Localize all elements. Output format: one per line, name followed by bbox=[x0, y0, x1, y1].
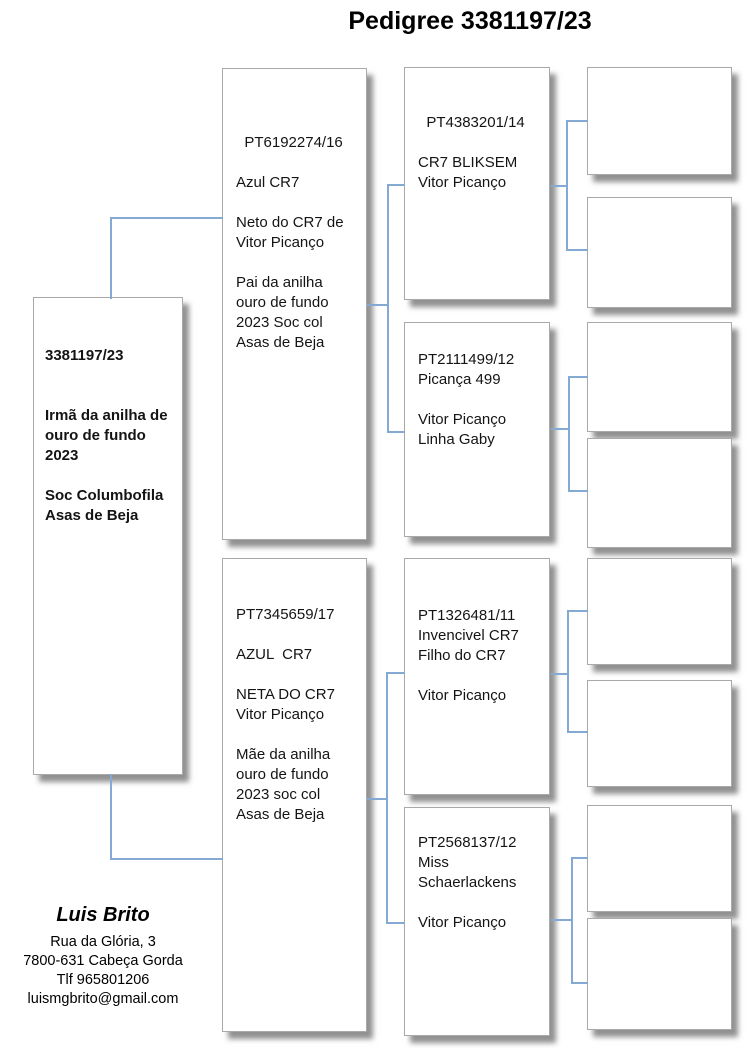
box-text-line: Neto do CR7 de bbox=[236, 214, 344, 231]
box-text-line: 2023 Soc col bbox=[236, 314, 323, 331]
box-text-line: Vitor Picanço bbox=[236, 706, 325, 723]
mother-box bbox=[222, 558, 367, 1032]
connector-line bbox=[367, 798, 388, 800]
connector-line bbox=[110, 774, 112, 860]
connector-line bbox=[571, 982, 588, 984]
box-text-line: ouro de fundo bbox=[45, 427, 146, 444]
box-text-line bbox=[236, 625, 361, 645]
subject-box bbox=[33, 297, 183, 775]
box-text-line bbox=[45, 366, 177, 386]
great-grandparent-box-6 bbox=[587, 680, 732, 787]
box-text-line: Irmã da anilha de bbox=[45, 407, 168, 424]
connector-line bbox=[571, 857, 588, 859]
connector-line bbox=[567, 731, 588, 733]
box-text-line: PT2111499/12 bbox=[418, 351, 515, 368]
box-text-line: Asas de Beja bbox=[45, 507, 139, 524]
box-text-line: ouro de fundo bbox=[236, 294, 329, 311]
box-text-line: Filho do CR7 bbox=[418, 647, 506, 664]
box-text-line: Invencivel CR7 bbox=[418, 627, 519, 644]
breeder-name: Luis Brito bbox=[56, 904, 150, 926]
connector-line bbox=[567, 610, 588, 612]
box-text-line: Linha Gaby bbox=[418, 431, 495, 448]
box-text-line bbox=[418, 133, 544, 153]
great-grandparent-box-5 bbox=[587, 558, 732, 665]
box-text-line bbox=[236, 253, 361, 273]
box-text-line: PT2568137/12 bbox=[418, 834, 517, 851]
father-box bbox=[222, 68, 367, 540]
connector-line bbox=[566, 249, 588, 251]
box-text-line: Vitor Picanço bbox=[236, 234, 325, 251]
breeder-email: luismgbrito@gmail.com bbox=[27, 991, 179, 1007]
box-text-line bbox=[236, 725, 361, 745]
connector-line bbox=[568, 376, 588, 378]
box-text-line: Pai da anilha bbox=[236, 274, 323, 291]
great-grandparent-box-7 bbox=[587, 805, 732, 912]
box-text-line: ouro de fundo bbox=[236, 766, 329, 783]
box-text-line: PT1326481/11 bbox=[418, 607, 516, 624]
breeder-phone: Tlf 965801206 bbox=[56, 972, 150, 988]
breeder-address-line: 7800-631 Cabeça Gorda bbox=[23, 953, 183, 969]
box-text-line bbox=[418, 666, 544, 686]
box-text-line bbox=[418, 893, 544, 913]
paternal-grandfather-box bbox=[404, 67, 550, 300]
maternal-grandmother-box bbox=[404, 807, 550, 1036]
connector-line bbox=[568, 490, 588, 492]
connector-line bbox=[387, 431, 405, 433]
connector-line bbox=[566, 120, 568, 251]
box-text-line bbox=[45, 466, 177, 486]
connector-line bbox=[110, 217, 112, 299]
connector-line bbox=[386, 672, 405, 674]
box-text-line: Miss bbox=[418, 854, 449, 871]
maternal-grandfather-box bbox=[404, 558, 550, 795]
great-grandparent-box-8 bbox=[587, 918, 732, 1030]
box-text-line bbox=[45, 386, 177, 406]
connector-line bbox=[387, 184, 389, 433]
connector-line bbox=[551, 919, 573, 921]
box-text-line: 2023 soc col bbox=[236, 786, 321, 803]
connector-line bbox=[367, 304, 389, 306]
connector-line bbox=[568, 376, 570, 492]
box-text-line: Vitor Picanço bbox=[418, 914, 507, 931]
box-text-line: Picança 499 bbox=[418, 371, 501, 388]
box-text-line: Vitor Picanço bbox=[418, 687, 507, 704]
box-text-line: Mãe da anilha bbox=[236, 746, 331, 763]
connector-line bbox=[386, 922, 405, 924]
connector-line bbox=[386, 672, 388, 924]
connector-line bbox=[110, 217, 223, 219]
box-text-line: PT6192274/16 bbox=[236, 134, 343, 151]
page-title: Pedigree 3381197/23 bbox=[348, 7, 592, 35]
paternal-grandmother-box bbox=[404, 322, 550, 537]
connector-line bbox=[571, 857, 573, 984]
great-grandparent-box-3 bbox=[587, 322, 732, 432]
box-text-line: Asas de Beja bbox=[236, 806, 325, 823]
box-text-line: PT4383201/14 bbox=[418, 114, 525, 131]
box-text-line: Azul CR7 bbox=[236, 174, 300, 191]
box-text-line bbox=[236, 665, 361, 685]
breeder-info bbox=[5, 904, 201, 1009]
connector-line bbox=[387, 184, 405, 186]
box-text-line: AZUL CR7 bbox=[236, 646, 313, 663]
great-grandparent-box-1 bbox=[587, 67, 732, 175]
box-text-line: NETA DO CR7 bbox=[236, 686, 335, 703]
box-text-line: 2023 bbox=[45, 447, 79, 464]
box-text-line: Vitor Picanço bbox=[418, 411, 507, 428]
great-grandparent-box-4 bbox=[587, 438, 732, 548]
great-grandparent-box-2 bbox=[587, 197, 732, 308]
connector-line bbox=[566, 120, 588, 122]
box-text-line: Vitor Picanço bbox=[418, 174, 507, 191]
connector-line bbox=[567, 610, 569, 733]
box-text-line bbox=[236, 193, 361, 213]
box-text-line: Schaerlackens bbox=[418, 874, 517, 891]
box-text-line: Soc Columbofila bbox=[45, 487, 164, 504]
box-text-line bbox=[418, 390, 544, 410]
box-text-line: CR7 BLIKSEM bbox=[418, 154, 518, 171]
connector-line bbox=[110, 858, 223, 860]
box-text-line: PT7345659/17 bbox=[236, 606, 335, 623]
box-text-line: 3381197/23 bbox=[45, 347, 124, 364]
box-text-line bbox=[236, 153, 361, 173]
box-text-line: Asas de Beja bbox=[236, 334, 325, 351]
breeder-address-line: Rua da Glória, 3 bbox=[50, 934, 156, 950]
